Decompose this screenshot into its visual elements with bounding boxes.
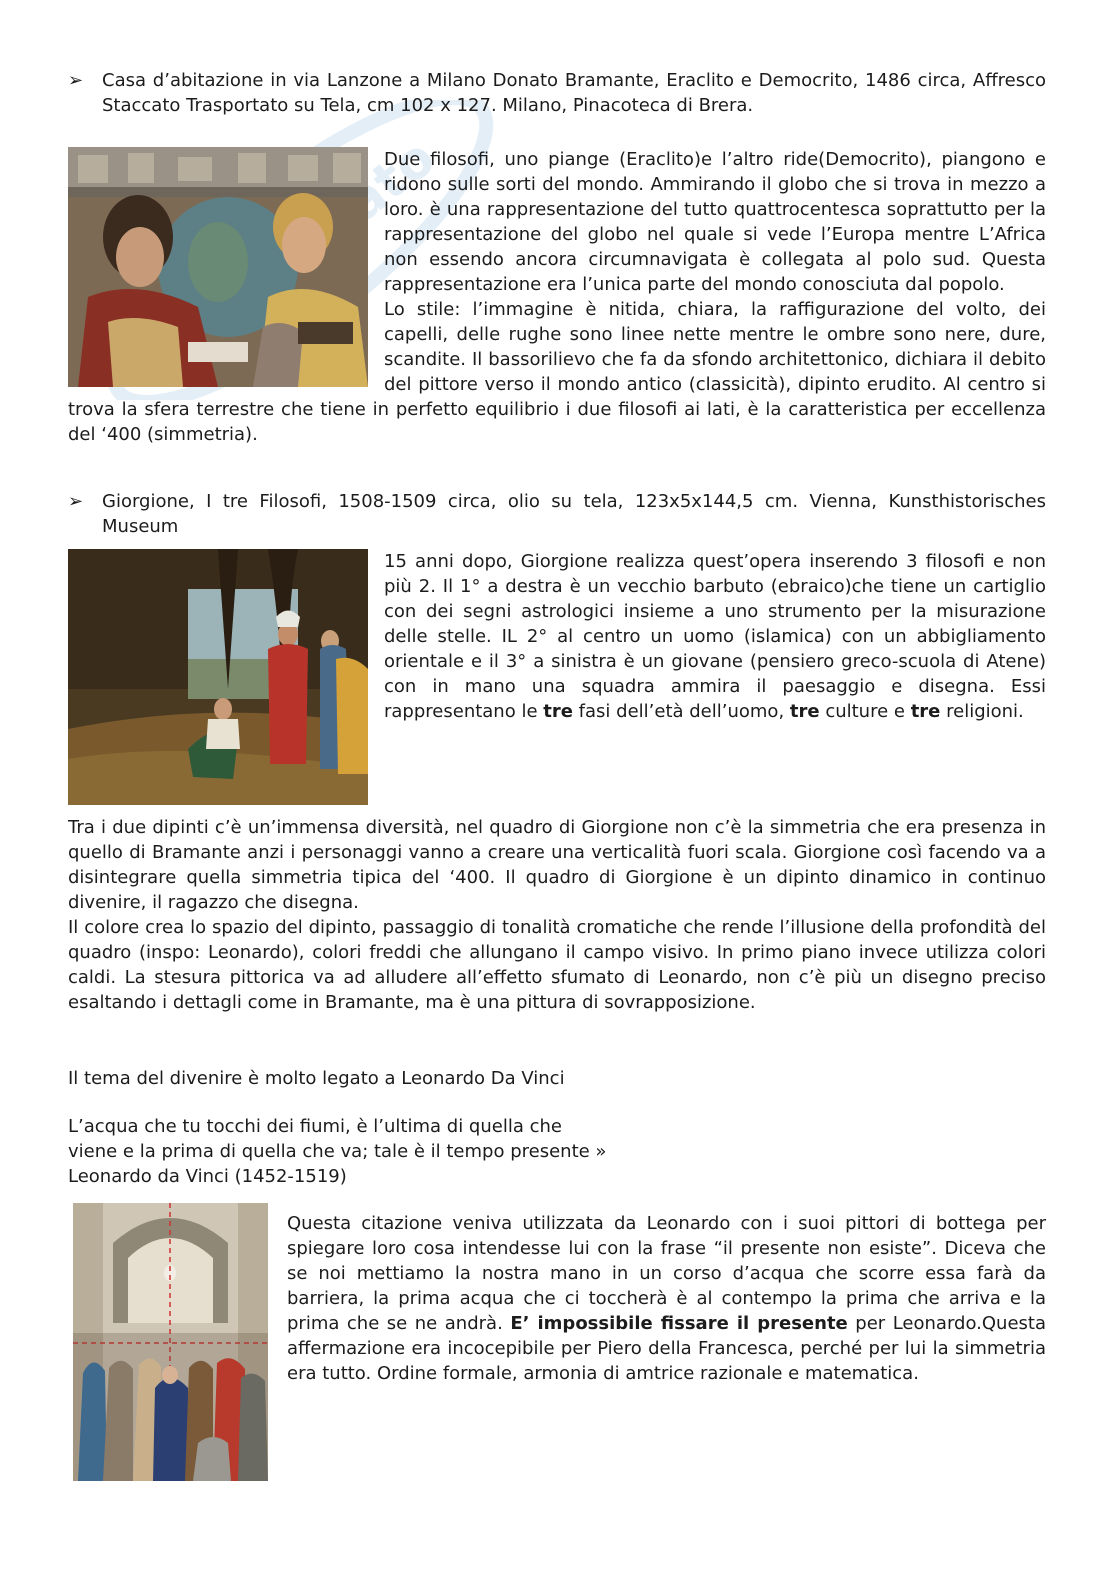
bullet-arrow-icon: ➢ (68, 70, 84, 91)
comparison-paragraph-2: Il colore crea lo spazio del dipinto, passaggio di tonalità cromatiche che rende l’illusione della profondità del quadro (inspo: Leonardo), colori freddi che allungano il campo visivo. In primo piano invece utilizza colori caldi. La stesura pittorica va ad alludere all’effetto sfumato di Leonardo, non c’è più un disegno preciso esaltando i dettagli come in Bramante, ma è una pittura di sovrapposizione. (68, 917, 1046, 1013)
giorgione-text-b: fasi dell’età dell’uomo, (572, 701, 790, 722)
bramante-paragraph-1: Due filosofi, uno piange (Eraclito)e l’altro ride(Democrito), piangono e ridono sulle sorti del mondo. Ammirando il globo che si trova in mezzo a loro. è una rappresentazione del tutto quattrocentesca soprattutto per la rappresentazione del globo nel quale si vede l’Europa mentre L’Africa non essendo ancora circumnavigata è collegata al polo sud. Questa rappresentazione era l’unica parte del mondo conosciuta dal popolo. (384, 149, 1046, 295)
bullet-item-giorgione (68, 489, 1046, 539)
quote-line-2: viene e la prima di quella che va; tale è il tempo presente » (68, 1141, 607, 1162)
comparison-paragraph-1: Tra i due dipinti c’è un’immensa diversità, nel quadro di Giorgione non c’è la simmetria che era presenza in quello di Bramante anzi i personaggi vanno a creare una verticalità fuori scala. Giorgione così facendo va a disintegrare quella simmetria tipica del ‘400. Il quadro di Giorgione è un dipinto dinamico in continuo divenire, il ragazzo che disegna. (68, 817, 1046, 913)
bramante-painting (68, 147, 368, 387)
quote-line-1: L’acqua che tu tocchi dei fiumi, è l’ultima di quella che (68, 1116, 562, 1137)
giorgione-heading: Giorgione, I tre Filosofi, 1508-1509 circa, olio su tela, 123x5x144,5 cm. Vienna, Kunsthistorisches Museum (102, 491, 1046, 537)
bramante-heading: Casa d’abitazione in via Lanzone a Milano Donato Bramante, Eraclito e Democrito, 1486 circa, Affresco Staccato Trasportato su Tela, cm 102 x 127. Milano, Pinacoteca di Brera. (102, 70, 1046, 116)
giorgione-text-d: religioni. (940, 701, 1024, 722)
section3-text-b: per Leonardo.Questa affermazione era incocepibile per Piero della Francesca, perché per lui la simmetria era tutto. Ordine formale, armonia di amtrice razionale e matematica. (287, 1313, 1046, 1384)
bullet-arrow-icon: ➢ (68, 491, 84, 512)
section3-paragraph (287, 1211, 1046, 1386)
giorgione-section (68, 549, 1046, 805)
giorgione-text-c: culture e (819, 701, 911, 722)
comparison-section (68, 815, 1046, 1015)
bullet-item-bramante (68, 68, 1046, 118)
giorgione-text-a: 15 anni dopo, Giorgione realizza quest’opera inserendo 3 filosofi e non più 2. Il 1° a destra è un vecchio barbuto (ebraico)che tiene un cartiglio con dei segni astrologici insieme a uno strumento per la misurazione delle stelle. IL 2° al centro un uomo (islamica) con un abbigliamento orientale e il 3° a sinistra è un giovane (pensiero greco-scuola di Atene) con in mano una squadra ammira il paesaggio e disegna. Essi rappresentano le (384, 551, 1046, 722)
bramante-section (68, 147, 1046, 447)
quote-author: Leonardo da Vinci (1452-1519) (68, 1166, 347, 1187)
section3-text-a: Questa citazione veniva utilizzata da Leonardo con i suoi pittori di bottega per spiegare loro cosa intendesse lui con la frase “il presente non esiste”. Diceva che se noi mettiamo la nostra mano in un corso d’acqua che scorre essa farà da barriera, la prima acqua che ci toccherà è al contempo la prima che arriva e la prima che se ne andrà. (287, 1213, 1046, 1334)
tre-bold-3: tre (910, 701, 941, 722)
bramante-paragraph-2: Lo stile: l’immagine è nitida, chiara, la raffigurazione del volto, dei capelli, delle rughe sono linee nette mentre le ombre sono nere, dure, scandite. Il bassorilievo che fa da sfondo architettonico, dichiara il debito del pittore verso il mondo antico (classicità), dipinto erudito. Al centro si trova la sfera terrestre che tiene in perfetto equilibrio i due filosofi ai lati, è la caratteristica per eccellenza del ‘400 (simmetria). (68, 299, 1046, 445)
section3-bold-text: E’ impossibile fissare il presente (510, 1313, 848, 1334)
piero-della-francesca-painting (73, 1203, 268, 1481)
leonardo-quote (68, 1114, 1046, 1189)
tre-bold-1: tre (543, 701, 573, 722)
giorgione-painting (68, 549, 368, 805)
leonardo-theme: Il tema del divenire è molto legato a Leonardo Da Vinci (68, 1068, 565, 1089)
tre-bold-2: tre (789, 701, 820, 722)
